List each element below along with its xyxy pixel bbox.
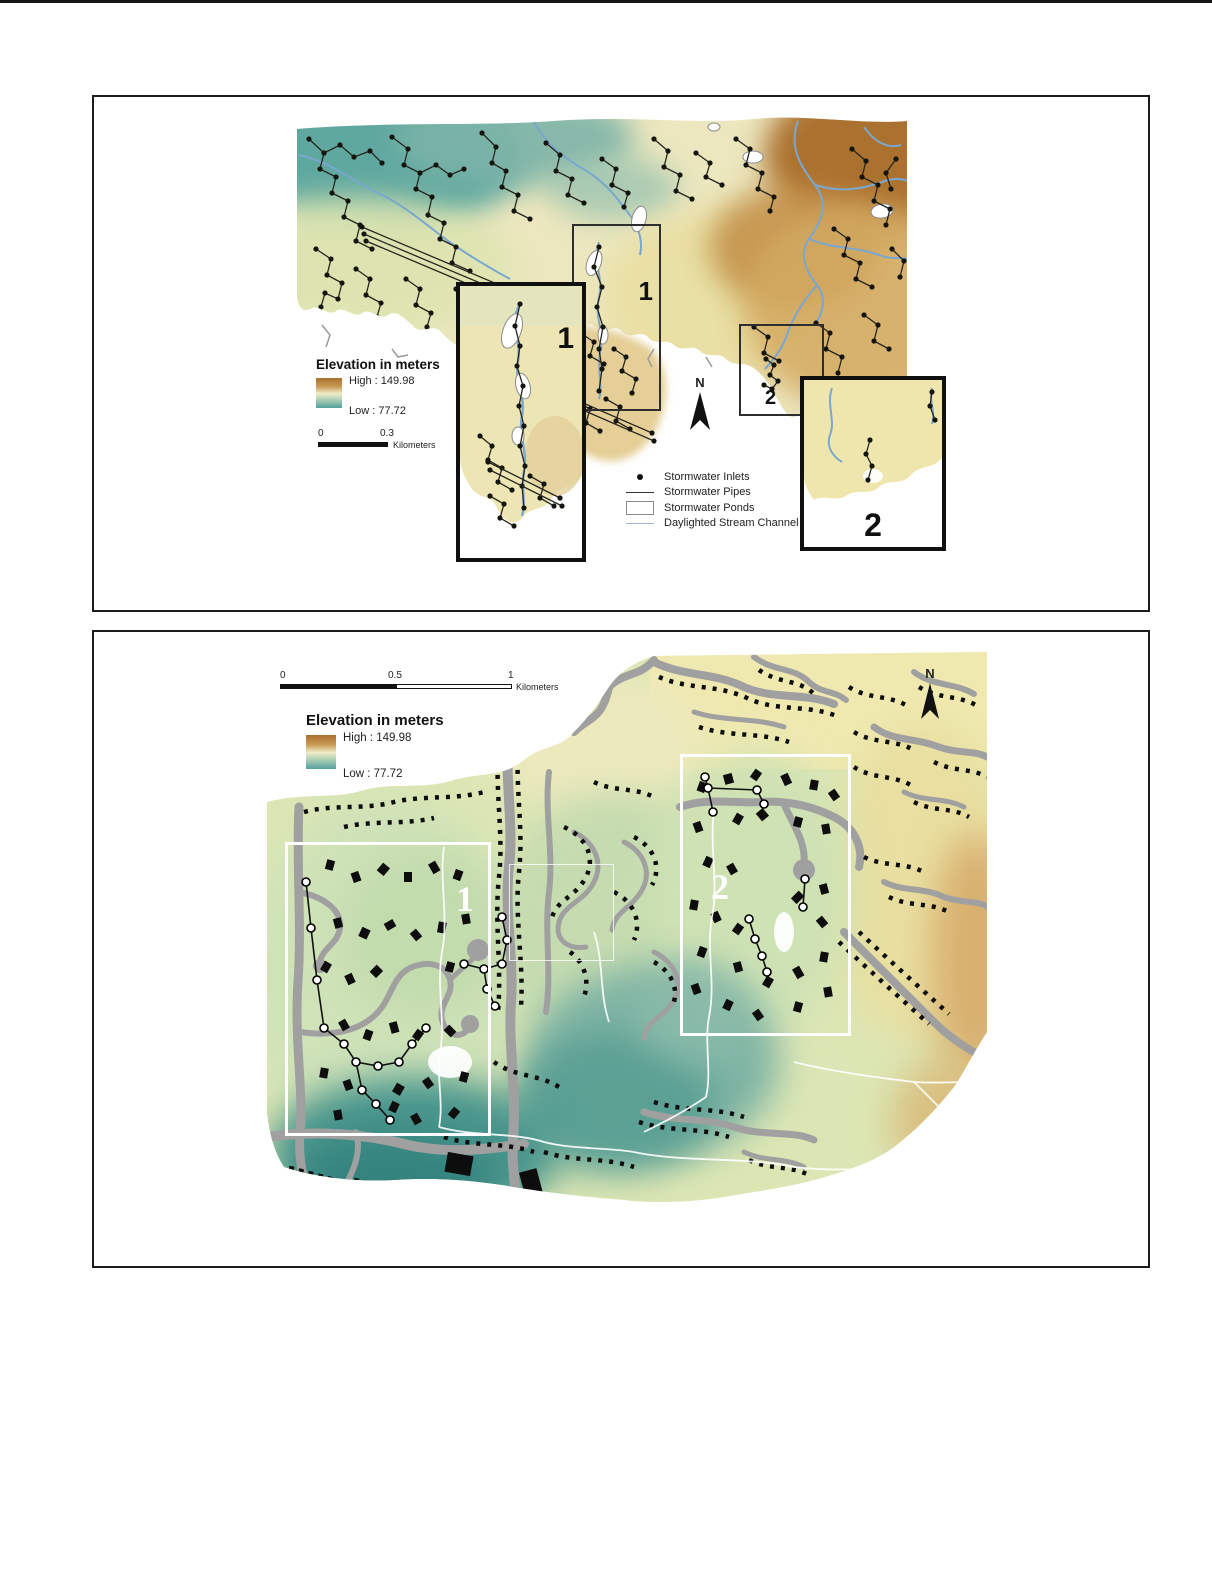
overview-inset-box-1	[456, 282, 586, 562]
detail-map-art	[94, 632, 1148, 1266]
ponds-label: Stormwater Ponds	[664, 501, 755, 514]
scale-bar-black-segment	[280, 684, 396, 689]
pond-rect-icon	[626, 501, 654, 515]
overview-area-box-2-label: 2	[765, 387, 777, 409]
elevation-high-label: High : 149.98	[349, 375, 415, 387]
detail-elevation-legend-title: Elevation in meters	[306, 712, 444, 729]
detail-north-arrow	[916, 666, 944, 726]
overview-area-box-1-label: 1	[638, 276, 653, 306]
scale-bar-white-segment	[396, 684, 512, 689]
elevation-low-label: Low : 77.72	[349, 405, 406, 417]
detail-scale-bar	[280, 670, 580, 694]
scale-bar-segment	[318, 442, 388, 447]
north-label: N	[925, 666, 935, 681]
overview-elevation-legend-title: Elevation in meters	[316, 357, 440, 372]
north-arrow-icon	[687, 390, 713, 432]
scale-mid: 0.5	[388, 670, 402, 681]
overview-inset-box-2	[800, 376, 946, 551]
detail-area-box-1-label: 1	[456, 879, 474, 919]
scale-start: 0	[318, 428, 324, 439]
elevation-low-label: Low : 77.72	[343, 768, 403, 780]
stream-line-icon	[626, 523, 654, 524]
scale-unit: Kilometers	[393, 440, 436, 450]
legend-item-stream	[622, 516, 799, 532]
detail-elevation-legend	[306, 712, 444, 780]
detail-area-box-2-label: 2	[711, 867, 729, 907]
legend-item-pipes	[622, 485, 799, 501]
figure-overview-map	[92, 95, 1150, 612]
stream-label: Daylighted Stream Channel	[664, 517, 799, 530]
scale-unit: Kilometers	[516, 682, 559, 692]
overview-inset-box-1-label: 1	[557, 322, 574, 355]
north-label: N	[695, 375, 705, 390]
inlet-dot-icon	[637, 474, 643, 480]
overview-inset-box-2-label: 2	[864, 507, 882, 543]
detail-area-box-2	[680, 754, 851, 1036]
scale-end: 1	[508, 670, 514, 681]
detail-area-box-small	[509, 864, 614, 961]
elevation-high-label: High : 149.98	[343, 732, 412, 744]
inlets-label: Stormwater Inlets	[664, 470, 750, 483]
elevation-gradient-swatch	[316, 378, 342, 408]
page-top-edge	[0, 0, 1212, 3]
north-arrow-icon	[917, 681, 943, 721]
overview-north-arrow	[686, 375, 714, 437]
overview-elevation-legend	[316, 357, 440, 417]
overview-feature-legend	[622, 469, 799, 531]
pipe-line-icon	[626, 492, 654, 493]
pipes-label: Stormwater Pipes	[664, 486, 751, 499]
figure-detail-map	[92, 630, 1150, 1268]
detail-area-box-1	[285, 842, 491, 1136]
legend-item-inlets	[622, 469, 799, 485]
legend-item-ponds	[622, 500, 799, 516]
elevation-gradient-swatch	[306, 735, 336, 769]
scale-start: 0	[280, 670, 286, 681]
overview-scale-bar	[318, 428, 468, 452]
scale-end: 0.3	[380, 428, 394, 439]
